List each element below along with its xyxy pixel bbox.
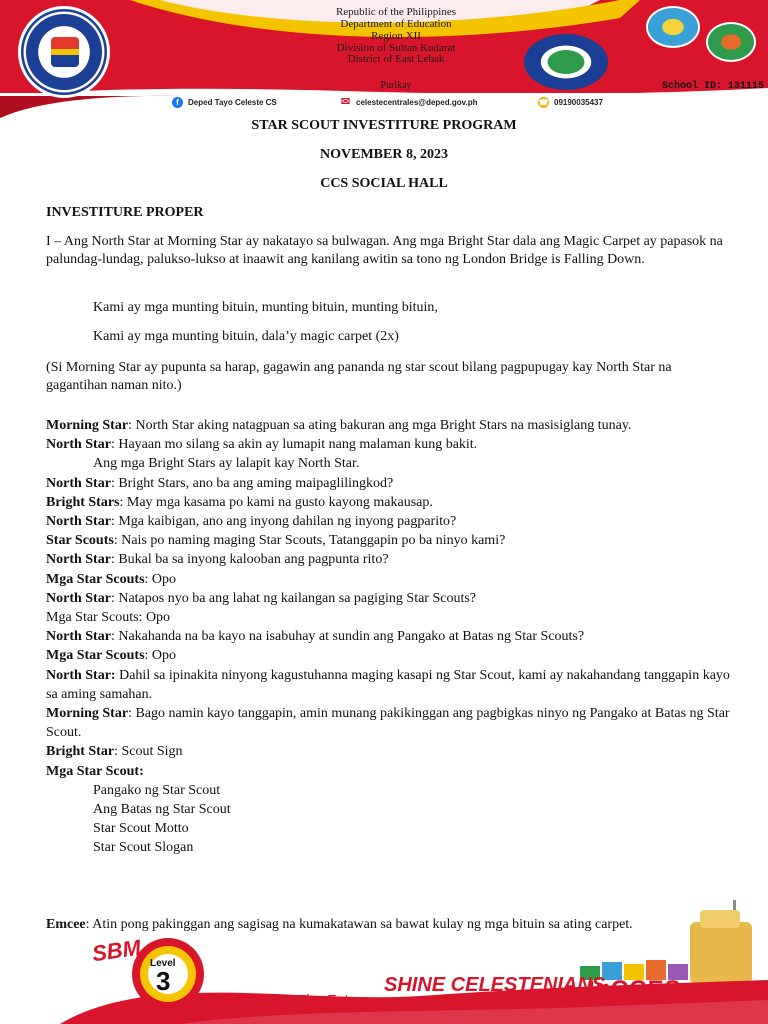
contact-email[interactable]	[340, 97, 477, 108]
footer-tagline: Your Door To The Future	[204, 992, 370, 1009]
dialogue-line	[46, 454, 736, 473]
dialogue-text: Bright Stars, ano ba ang aming maipaglilingkod?	[118, 475, 394, 491]
sbm-logo-text: SBM	[90, 934, 143, 967]
speaker-separator: :	[119, 494, 127, 510]
phone-icon: ☎	[538, 98, 549, 107]
dialogue-line	[46, 512, 736, 531]
recitation-item: Star Scout Slogan	[93, 840, 194, 856]
speaker-name: Bright Stars	[46, 494, 120, 510]
mail-icon: ✉	[340, 96, 351, 108]
dialogue-text: Opo	[151, 648, 177, 664]
speaker-separator: :	[128, 418, 136, 433]
speaker-name: North Star	[46, 514, 111, 530]
header-school-name: CELESTE CENTRAL SCHOOL	[298, 64, 494, 79]
header-region: Region XII	[371, 30, 421, 42]
dialogue-text: Mga kaibigan, ano ang inyong dahilan ng inyong pagparito?	[118, 514, 457, 530]
contact-facebook[interactable]	[172, 97, 277, 108]
header-republic: Republic of the Philippines	[335, 6, 457, 18]
dialogue-text: Hayaan mo silang sa akin ay lumapit nang malaman kung bakit.	[118, 437, 478, 453]
speaker-separator: :	[128, 706, 136, 722]
contact-phone[interactable]	[538, 97, 603, 108]
sbm-level-label: Level	[150, 958, 176, 969]
dialogue-text: Bukal ba sa inyong kalooban ang pagpunta rito?	[118, 552, 389, 568]
speaker-separator: :	[110, 552, 119, 568]
dialogue-line	[46, 435, 736, 454]
header-district: District of East Lebak	[347, 53, 445, 65]
dialogue-line	[46, 742, 736, 761]
dialogue-text: Dahil sa ipinakita ninyong kagustuhanna maging kasapi ng Star Scout, kami ay nakahandang tanggapin kayo sa aming samahan.	[46, 667, 730, 702]
letterhead	[0, 0, 768, 125]
speaker-name: North Star:	[46, 667, 116, 683]
speaker-name: Morning Star	[46, 706, 129, 722]
speaker-separator: :	[144, 648, 152, 664]
dialogue-line	[46, 627, 736, 646]
speaker-name: Bright Star	[46, 744, 115, 760]
speaker-separator: :	[113, 533, 122, 549]
dialogue-line	[46, 608, 736, 627]
speaker-separator: :	[110, 514, 119, 530]
dialogue-text: May mga kasama po kami na gusto kayong makausap.	[126, 494, 433, 510]
i-love-cces-logo: I♥CCES	[588, 976, 682, 1003]
recitation-item: Ang Batas ng Star Scout	[93, 802, 231, 818]
dialogue-line	[46, 493, 736, 512]
speaker-separator: :	[144, 571, 152, 587]
speaker-name: Mga Star Scout:	[46, 763, 144, 779]
program-title: STAR SCOUT INVESTITURE PROGRAM	[251, 118, 517, 133]
speaker-name: North Star	[46, 437, 111, 453]
speaker-name: Emcee	[46, 917, 86, 932]
dialogue-text: Natapos nyo ba ang lahat ng kailangan sa pagiging Star Scouts?	[118, 590, 477, 606]
dialogue-line	[46, 474, 736, 493]
speaker-separator: :	[110, 629, 119, 645]
footer-slogan: SHINE CELESTENIANS	[384, 974, 606, 996]
sbm-level-number: 3	[156, 966, 171, 996]
speaker-separator: :	[114, 744, 122, 760]
stage-direction-paragraph: (Si Morning Star ay pupunta sa harap, gagawin ang pananda ng star scout bilang pagpupugay kay North Star na gagantihan naman nito.)	[46, 360, 672, 393]
celeste-central-school-seal	[524, 34, 608, 90]
dialogue-line	[46, 550, 736, 569]
emcee-line	[46, 917, 633, 933]
recitation-item: Star Scout Motto	[93, 821, 189, 837]
dialogue-line	[46, 589, 736, 608]
school-id: School ID: 131115	[662, 81, 765, 92]
speaker-name: Morning Star	[46, 418, 129, 433]
speaker-name: North Star	[46, 475, 111, 491]
municipal-logo	[706, 22, 756, 62]
speaker-separator: :	[110, 475, 119, 491]
dialogue-text: Bago namin kayo tanggapin, amin munang pakikinggan ang pagbigkas ninyo ng Pangako at Batas ng Star Scout.	[46, 706, 730, 741]
dialogue-line	[46, 762, 736, 781]
song-line: Kami ay mga munting bituin, munting bituin, munting bituin,	[93, 300, 438, 315]
program-date: NOVEMBER 8, 2023	[320, 147, 448, 162]
dialogue-line	[46, 531, 736, 550]
dialogue-text: : Atin pong pakinggan ang sagisag na kumakatawan sa bawat kulay ng mga bituin sa ating carpet.	[85, 917, 633, 932]
dialogue-line	[46, 416, 736, 435]
opening-paragraph: I – Ang North Star at Morning Star ay nakatayo sa bulwagan. Ang mga Bright Star dala ang Magic Carpet ay papasok na palundag-lundag, palukso-lukso at inaawit ang kanilang awitin sa tono ng London Bridge is Falling Down.	[46, 234, 723, 267]
program-venue: CCS SOCIAL HALL	[320, 176, 448, 191]
speaker-name: Mga Star Scouts	[46, 571, 145, 587]
dialogue-text: Nais po naming maging Star Scouts, Tatanggapin po ba ninyo kami?	[121, 533, 506, 549]
dialogue-text: North Star aking natagpuan sa ating bakuran ang mga Bright Stars na masisiglang tunay.	[135, 418, 632, 433]
speaker-separator: :	[110, 590, 119, 606]
speaker-name: North Star	[46, 590, 111, 606]
dialogue-text: Mga Star Scouts: Opo	[46, 610, 171, 626]
facebook-page-label: Deped Tayo Celeste CS	[188, 98, 277, 107]
section-heading: INVESTITURE PROPER	[46, 205, 204, 220]
speaker-name: North Star	[46, 552, 111, 568]
header-department: Department of Education	[340, 18, 452, 30]
recitation-item: Pangako ng Star Scout	[93, 782, 221, 798]
dialogue-line	[46, 646, 736, 665]
speaker-name: Star Scouts	[46, 533, 114, 549]
header-town: Purikay	[380, 80, 412, 91]
facebook-icon: f	[172, 97, 183, 108]
deped-seal-logo	[18, 6, 110, 98]
speaker-name: North Star	[46, 629, 111, 645]
speaker-separator: :	[110, 437, 119, 453]
dialogue-script	[46, 416, 736, 858]
division-logo	[646, 6, 700, 48]
dialogue-text: Opo	[151, 571, 177, 587]
dialogue-text: Scout Sign	[121, 744, 183, 760]
dialogue-text: Nakahanda na ba kayo na isabuhay at sundin ang Pangako at Batas ng Star Scouts?	[118, 629, 585, 645]
phone-number: 09190035437	[554, 98, 603, 107]
email-address: celestecentrales@deped.gov.ph	[356, 98, 478, 107]
dialogue-line	[46, 666, 736, 704]
dialogue-line	[46, 570, 736, 589]
speaker-name: Mga Star Scouts	[46, 648, 145, 664]
song-line: Kami ay mga munting bituin, dala’y magic carpet (2x)	[93, 329, 399, 344]
dialogue-text: Ang mga Bright Stars ay lalapit kay North Star.	[93, 456, 360, 472]
header-division: Division of Sultan Kudarat	[336, 42, 456, 54]
dialogue-line	[46, 704, 736, 742]
